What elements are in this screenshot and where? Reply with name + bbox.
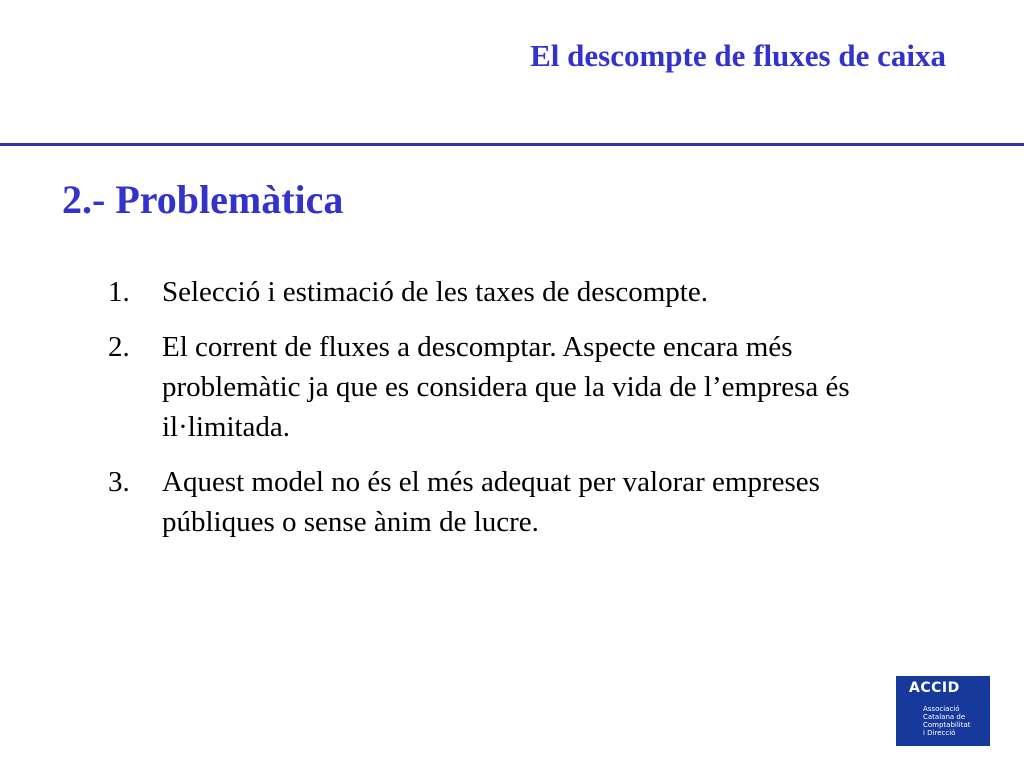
list-item-text: Aquest model no és el més adequat per valorar empreses públiques o sense ànim de lucre. xyxy=(162,466,820,538)
list-item-number: 3. xyxy=(108,466,130,498)
accid-logo xyxy=(896,676,990,746)
list-item-text: El corrent de fluxes a descomptar. Aspecte encara més problemàtic ja que es considera que la vida de l’empresa és il·limitada. xyxy=(162,331,850,443)
list-item-number: 1. xyxy=(108,276,130,308)
slide-title: 2.- Problemàtica xyxy=(62,177,344,222)
logo-subtitle-line: i Direcció xyxy=(923,729,956,737)
numbered-list xyxy=(108,272,938,557)
logo-subtitle xyxy=(923,705,987,737)
list-item-text: Selecció i estimació de les taxes de descompte. xyxy=(162,276,708,308)
logo-name: ACCID xyxy=(909,680,960,696)
logo-subtitle-line: Associació xyxy=(923,705,960,713)
header-divider xyxy=(0,143,1024,146)
logo-subtitle-line: Catalana de xyxy=(923,713,966,721)
header-title: El descompte de fluxes de caixa xyxy=(530,38,946,73)
list-item xyxy=(108,327,938,447)
list-item xyxy=(108,462,938,542)
list-item xyxy=(108,272,938,312)
list-item-number: 2. xyxy=(108,331,130,363)
logo-subtitle-line: Comptabilitat xyxy=(923,721,971,729)
